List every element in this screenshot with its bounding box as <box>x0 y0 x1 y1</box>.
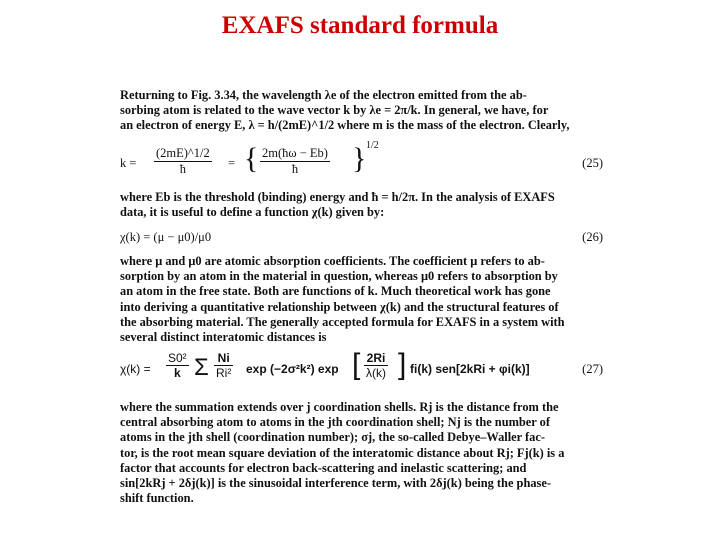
eq27-ni-num: Ni <box>214 351 233 366</box>
eq25-open-brace: { <box>244 142 259 175</box>
paragraph-line: where μ and μ0 are atomic absorption coefficients. The coefficient μ refers to ab- <box>120 254 545 268</box>
eq27-exp-terms: exp (−2σ²k²) exp <box>246 362 339 376</box>
eq25-close-brace: } <box>352 142 367 175</box>
eq25-frac1-num: (2mE)^1/2 <box>156 146 210 160</box>
eq27-open-bracket: [ <box>352 348 361 381</box>
eq27-lhs: χ(k) = <box>120 362 151 376</box>
eq25-frac1-den: ħ <box>179 162 187 176</box>
paragraph-line: an electron of energy E, λ = h/(2mE)^1/2 where m is the mass of the electron. Clearly, <box>120 118 570 133</box>
scanned-text-excerpt <box>120 82 605 512</box>
paragraph-4 <box>120 400 605 506</box>
paragraph-1 <box>120 88 605 134</box>
eq25-equals: = <box>228 156 236 170</box>
eq25-frac2-num: 2m(ħω − Eb) <box>262 146 328 160</box>
paragraph-line: tor, is the root mean square deviation of the interatomic distance about Rj; Fj(k) is a <box>120 445 565 460</box>
paragraph-line: factor that accounts for electron back-scattering and inelastic scattering; and <box>120 460 527 475</box>
eq27-exp2-num: 2Ri <box>364 351 388 366</box>
eq25-fraction-1 <box>154 146 212 177</box>
eq25-power: 1/2 <box>366 140 379 151</box>
paragraph-line: sorption by an atom in the material in question, whereas μ0 refers to absorption by <box>120 269 558 284</box>
eq27-close-bracket: ] <box>398 348 407 381</box>
paragraph-line: data, it is useful to define a function χ(k) given by: <box>120 205 385 220</box>
eq27-ni-fraction <box>214 351 233 380</box>
equation-25 <box>120 140 605 184</box>
paragraph-line: atoms in the jth shell (coordination number); σj, the so-called Debye–Waller fac- <box>120 430 545 445</box>
page-title: EXAFS standard formula <box>221 12 499 39</box>
paragraph-3 <box>120 254 605 345</box>
paragraph-line: the absorbing material. The generally accepted formula for EXAFS in a system with <box>120 314 565 329</box>
paragraph-2 <box>120 190 605 220</box>
eq25-fraction-2 <box>260 146 330 177</box>
paragraph-line: an atom in the free state. Both are functions of k. Much theoretical work has gone <box>120 284 551 299</box>
eq25-frac2-den: ħ <box>291 162 299 176</box>
eq26-text: χ(k) = (μ − μ0)/μ0 <box>120 230 212 244</box>
paragraph-line: shift function. <box>120 491 194 506</box>
paragraph-line: Returning to Fig. 3.34, the wavelength λe of the electron emitted from the ab- <box>120 88 527 102</box>
eq27-exp2-den: λ(k) <box>366 366 386 380</box>
eq26-number: (26) <box>582 230 603 244</box>
paragraph-line: where the summation extends over j coordination shells. Rj is the distance from the <box>120 400 559 414</box>
eq27-number: (27) <box>582 362 603 376</box>
paragraph-line: where Eb is the threshold (binding) energy and ħ = h/2π. In the analysis of EXAFS <box>120 190 555 204</box>
equation-27 <box>120 348 605 392</box>
eq27-ni-den: Ri² <box>216 366 232 380</box>
paragraph-line: several distinct interatomic distances is <box>120 330 327 345</box>
paragraph-line: central absorbing atom to atoms in the jth coordination shell; Nj is the number of <box>120 415 550 430</box>
eq27-exp2-fraction <box>364 351 388 380</box>
paragraph-line: sorbing atom is related to the wave vector k by λe = 2π/k. In general, we have, for <box>120 103 549 118</box>
eq27-tail: fi(k) sen[2kRi + φi(k)] <box>410 362 530 376</box>
eq25-lhs: k = <box>120 156 137 170</box>
paragraph-line: into deriving a quantitative relationship between χ(k) and the structural features of <box>120 299 559 314</box>
eq27-prefactor-num: S0² <box>168 351 187 365</box>
paragraph-line: sin[2kRj + 2δj(k)] is the sinusoidal interference term, with 2δj(k) being the phase- <box>120 476 551 491</box>
eq27-prefactor <box>166 351 189 380</box>
equation-26 <box>120 228 605 248</box>
eq25-number: (25) <box>582 156 603 170</box>
eq27-sum: Σ <box>194 354 209 381</box>
eq27-prefactor-den: k <box>174 366 181 380</box>
